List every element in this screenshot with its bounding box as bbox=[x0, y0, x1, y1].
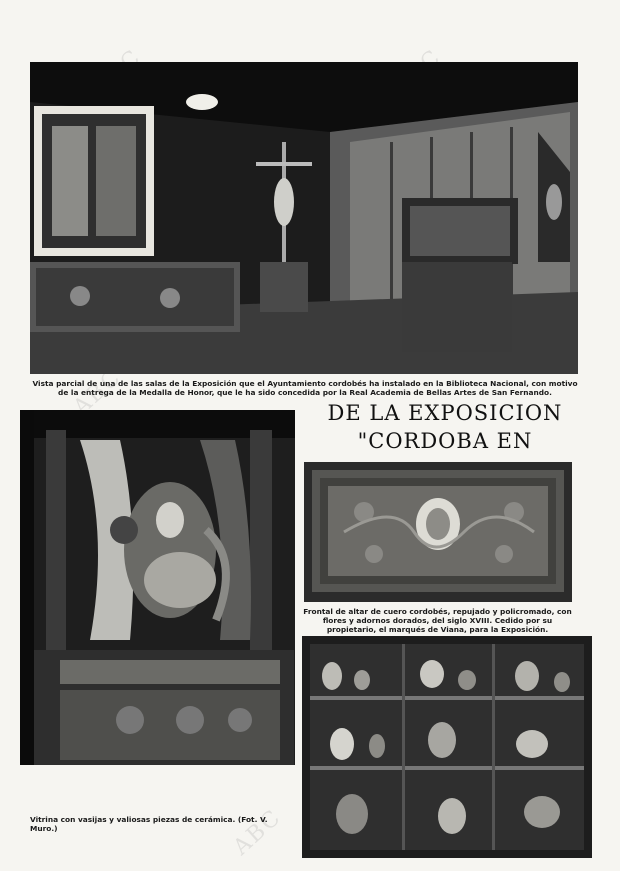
altar-frontal-photo bbox=[304, 462, 572, 602]
virgin-sculpture-photo bbox=[20, 410, 295, 765]
ceramics-vitrine-photo bbox=[302, 636, 592, 858]
altar-caption: Frontal de altar de cuero cordobés, repujado y policromado, con flores y adornos dorados, del siglo XVIII. Cedido por su propietario, el marqués de Viana, para la Exposición. bbox=[303, 607, 572, 634]
watermark: ABC bbox=[68, 364, 127, 421]
headline-line-2: "CORDOBA EN bbox=[357, 429, 533, 453]
exhibition-hall-photo bbox=[30, 62, 578, 374]
hall-caption: Vista parcial de una de las salas de la Exposición que el Ayuntamiento cordobés ha instalado en la Biblioteca Nacional, con motivo de la entrega de la Medalla de Honor, que le ha sido concedida por la Real Academia de Bellas Artes de San Fernando. bbox=[32, 379, 578, 397]
vitrina-caption: Vitrina con vasijas y valiosas piezas de cerámica. (Fot. V. Muro.) bbox=[30, 815, 268, 833]
watermark: ABC bbox=[228, 804, 287, 861]
headline-line-1: DE LA EXPOSICION bbox=[327, 401, 563, 425]
